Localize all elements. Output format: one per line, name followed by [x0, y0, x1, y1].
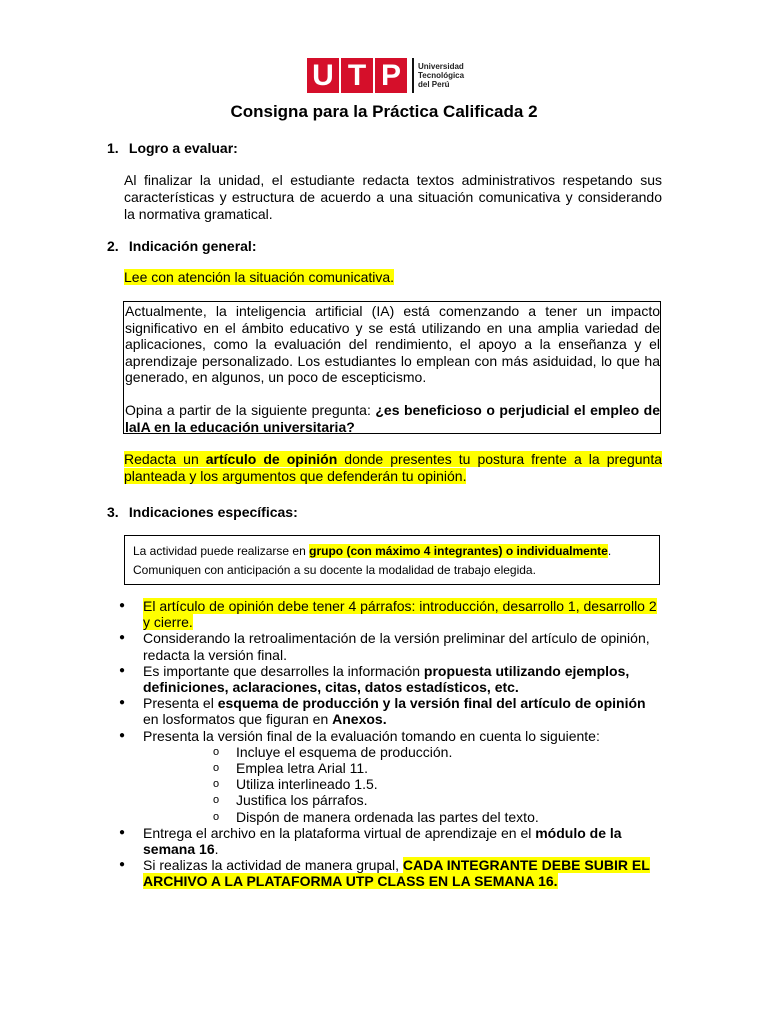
section-3-heading: 3. Indicaciones específicas:: [107, 504, 298, 520]
list-item: ● Presenta la versión final de la evaluación tomando en cuenta lo siguiente: o Incluye el esquema de producción. o Emplea letra Arial 11. o Utiliza interlineado 1.5. o Justifica los párrafos. o Dispón de manera ordenada las partes del texto.: [119, 728, 664, 825]
page-title: Consigna para la Práctica Calificada 2: [230, 102, 538, 121]
utp-logo: [307, 58, 478, 93]
section-1-heading: 1. Logro a evaluar:: [107, 140, 238, 156]
list-item: ● Entrega el archivo en la plataforma virtual de aprendizaje en el módulo de la semana 16.: [119, 825, 664, 857]
section-2-task: Redacta un artículo de opinión donde presentes tu postura frente a la pregunta planteada y los argumentos que defenderán tu opinión.: [124, 451, 662, 484]
instruction-list: [119, 598, 664, 890]
list-item: ● Es importante que desarrolles la información propuesta utilizando ejemplos, definiciones, aclaraciones, citas, datos estadísticos, etc.: [119, 663, 664, 695]
sub-list-item: o Emplea letra Arial 11.: [213, 760, 664, 776]
section-2-instruction: Lee con atención la situación comunicativa.: [124, 269, 395, 285]
logo-divider: [412, 58, 414, 93]
situation-question: Opina a partir de la siguiente pregunta: ¿es beneficioso o perjudicial el empleo de laIA en la educación universitaria?: [125, 401, 660, 435]
logo-letter-u: U: [307, 58, 339, 93]
list-item: ● Presenta el esquema de producción y la versión final del artículo de opinión en losformatos que figuran en Anexos.: [119, 695, 664, 727]
section-2-heading: 2. Indicación general:: [107, 238, 257, 254]
list-item: ● El artículo de opinión debe tener 4 párrafos: introducción, desarrollo 1, desarrollo 2 y cierre.: [119, 598, 664, 630]
modality-note-box: [124, 535, 660, 585]
situation-box: [123, 301, 661, 434]
section-1-text: Al finalizar la unidad, el estudiante redacta textos administrativos respetando sus características y estructura de acuerdo a una situación comunicativa y considerando la normativa gramatical.: [124, 172, 662, 222]
sub-list-item: o Utiliza interlineado 1.5.: [213, 776, 664, 792]
logo-letter-t: T: [341, 58, 373, 93]
sub-list-item: o Justifica los párrafos.: [213, 792, 664, 808]
modality-note-line-2: Comuniquen con anticipación a su docente la modalidad de trabajo elegida.: [133, 563, 536, 577]
sub-list-item: o Incluye el esquema de producción.: [213, 744, 664, 760]
logo-university-name: Universidad Tecnológica del Perú: [418, 62, 465, 89]
format-sublist: [143, 744, 664, 825]
list-item: ● Si realizas la actividad de manera grupal, CADA INTEGRANTE DEBE SUBIR EL ARCHIVO A LA PLATAFORMA UTP CLASS EN LA SEMANA 16.: [119, 857, 664, 889]
list-item: ● Considerando la retroalimentación de la versión preliminar del artículo de opinión, redacta la versión final.: [119, 630, 664, 662]
sub-list-item: o Dispón de manera ordenada las partes del texto.: [213, 809, 664, 825]
situation-text: Actualmente, la inteligencia artificial (IA) está comenzando a tener un impacto significativo en el ámbito educativo y se está utilizando en una amplia variedad de aplicaciones, como la evaluación del rendimiento, el apoyo a la enseñanza y el aprendizaje personalizado. Los estudiantes lo emplean con más asiduidad, lo que ha generado, en algunos, un poco de escepticismo.: [125, 303, 660, 386]
logo-letter-p: P: [375, 58, 407, 93]
modality-note-line-1: La actividad puede realizarse en grupo (con máximo 4 integrantes) o individualmente.: [133, 544, 612, 558]
